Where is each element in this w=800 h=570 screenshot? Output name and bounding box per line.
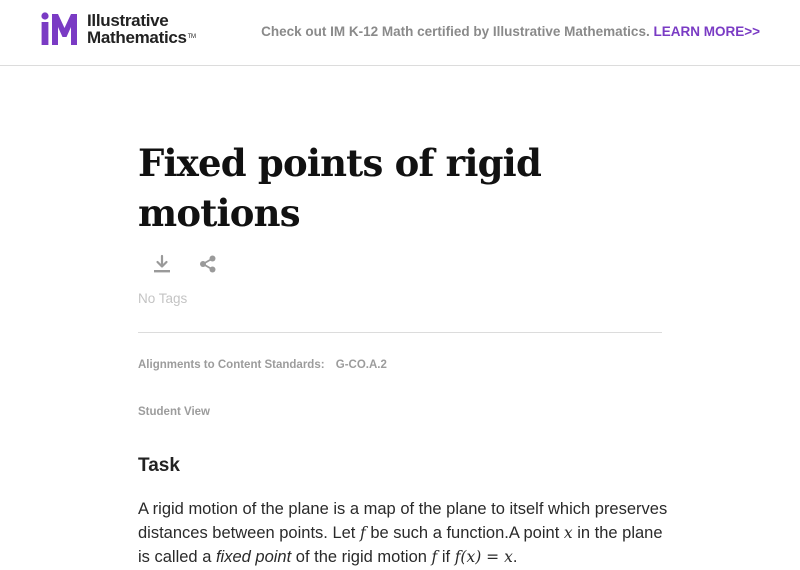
share-button[interactable]: [198, 254, 218, 274]
download-icon: [152, 254, 172, 274]
logo-line1: Illustrative: [87, 11, 169, 30]
fixed-point-term: fixed point: [215, 548, 292, 566]
share-icon: [198, 254, 218, 274]
task-text: .: [512, 548, 518, 566]
site-header: [0, 0, 800, 66]
task-text: be such a function.A point: [365, 524, 564, 542]
im-logo-mark: [40, 12, 80, 46]
alignments-label: Alignments to Content Standards:: [138, 359, 325, 371]
task-text: if: [437, 548, 455, 566]
promo-banner: [261, 24, 760, 39]
task-heading: Task: [138, 455, 180, 476]
standard-link[interactable]: G-CO.A.2: [335, 359, 387, 371]
learn-more-link[interactable]: LEARN MORE>>: [653, 24, 760, 39]
math-x: x: [563, 524, 573, 542]
math-fx-equals-x: f(x) = x: [454, 548, 513, 566]
logo-line2: Mathematics: [87, 28, 187, 47]
task-body: [138, 497, 668, 569]
action-bar: [152, 254, 218, 274]
math-f: f: [359, 524, 366, 542]
task-text: A rigid motion of the plane is a map of the plane to itself which preserves distances between points. Let: [138, 500, 668, 542]
task-text: of the rigid motion: [291, 548, 432, 566]
divider: [138, 332, 662, 333]
download-button[interactable]: [152, 254, 172, 274]
alignments: [138, 359, 387, 371]
tags-label: No Tags: [138, 291, 188, 306]
im-logo[interactable]: [40, 11, 196, 47]
math-f: f: [431, 548, 438, 566]
promo-text: Check out IM K-12 Math certified by Illustrative Mathematics.: [261, 24, 650, 39]
logo-tm: TM: [187, 34, 196, 40]
page-title: Fixed points of rigid motions: [138, 141, 542, 235]
logo-wordmark: [87, 12, 196, 46]
student-view-link[interactable]: Student View: [138, 406, 210, 418]
task-text: in the plane is called a: [138, 524, 663, 566]
